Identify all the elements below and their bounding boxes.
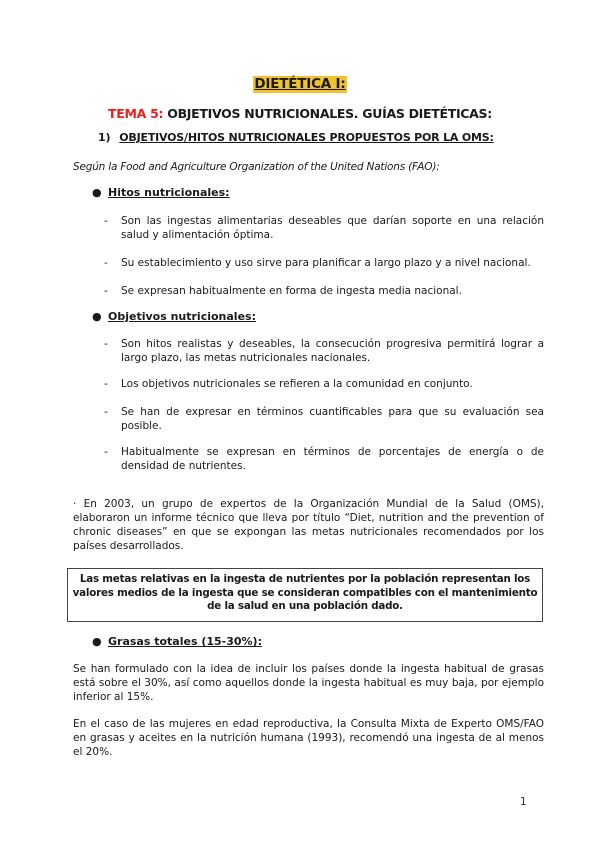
title-container — [0, 73, 600, 93]
bullet-objetivos-label: Objetivos nutricionales: — [108, 310, 256, 323]
bullet-icon: ● — [92, 635, 102, 648]
list-item-text: Son las ingestas alimentarias deseables que darían soporte en una relación salud y alimentación óptima. — [121, 215, 544, 241]
bullet-objetivos — [92, 310, 256, 323]
list-item-text: Los objetivos nutricionales se refieren a la comunidad en conjunto. — [121, 378, 473, 390]
tema-label: TEMA 5: — [108, 106, 164, 121]
section-number: 1) — [98, 131, 111, 144]
list-item-text: Se expresan habitualmente en forma de ingesta media nacional. — [121, 285, 462, 297]
section-heading-text: OBJETIVOS/HITOS NUTRICIONALES PROPUESTOS POR LA OMS: — [119, 131, 494, 144]
paragraph-2003: · En 2003, un grupo de expertos de la Organización Mundial de la Salud (OMS), elaboraron un informe técnico que lleva por título “Diet, nutrition and the prevention of chronic diseases” en que se expongan las metas nutricionales recomendados por los países desarrollados. — [73, 498, 544, 552]
bullet-hitos — [92, 186, 230, 199]
bullet-hitos-label: Hitos nutricionales: — [108, 186, 230, 199]
list-item — [104, 284, 544, 298]
source-line: Según la Food and Agriculture Organization of the United Nations (FAO): — [73, 161, 440, 173]
dash-icon: - — [104, 285, 108, 297]
dash-icon: - — [104, 446, 108, 458]
dash-icon: - — [104, 378, 108, 390]
subtitle-container — [0, 103, 600, 122]
list-item — [104, 405, 544, 433]
section-heading — [98, 131, 494, 144]
dash-icon: - — [104, 406, 108, 418]
list-item-text: Su establecimiento y uso sirve para planificar a largo plazo y a nivel nacional. — [121, 257, 531, 269]
dash-icon: - — [104, 338, 108, 350]
list-item — [104, 214, 544, 242]
paragraph-grasas-1: Se han formulado con la idea de incluir los países donde la ingesta habitual de grasas está sobre el 30%, así como aquellos donde la ingesta habitual es muy baja, por ejemplo inferior al 15%. — [73, 663, 544, 703]
bullet-icon: ● — [92, 186, 102, 199]
dash-icon: - — [104, 257, 108, 269]
list-item-text: Son hitos realistas y deseables, la consecución progresiva permitirá lograr a largo plazo, las metas nutricionales nacionales. — [121, 338, 544, 364]
list-item — [104, 256, 544, 270]
document-subtitle — [108, 106, 492, 121]
list-item — [104, 377, 544, 391]
list-item — [104, 337, 544, 365]
tema-text: OBJETIVOS NUTRICIONALES. GUÍAS DIETÉTICAS: — [163, 106, 492, 121]
bullet-grasas-label: Grasas totales (15-30%): — [108, 635, 262, 648]
list-item-text: Habitualmente se expresan en términos de porcentajes de energía o de densidad de nutrientes. — [121, 446, 544, 472]
page-number: 1 — [520, 796, 527, 808]
dash-icon: - — [104, 215, 108, 227]
bullet-grasas — [92, 635, 262, 648]
paragraph-grasas-2: En el caso de las mujeres en edad reproductiva, la Consulta Mixta de Experto OMS/FAO en grasas y aceites en la nutrición humana (1993), recomendó una ingesta de al menos el 20%. — [73, 718, 544, 758]
bullet-icon: ● — [92, 310, 102, 323]
boxed-note: Las metas relativas en la ingesta de nutrientes por la población representan los valores medios de la ingesta que se consideran compatibles con el mantenimiento de la salud en una población dado. — [67, 568, 543, 622]
document-title: DIETÉTICA I: — [254, 76, 346, 92]
list-item — [104, 445, 544, 473]
list-item-text: Se han de expresar en términos cuantificables para que su evaluación sea posible. — [121, 406, 544, 432]
